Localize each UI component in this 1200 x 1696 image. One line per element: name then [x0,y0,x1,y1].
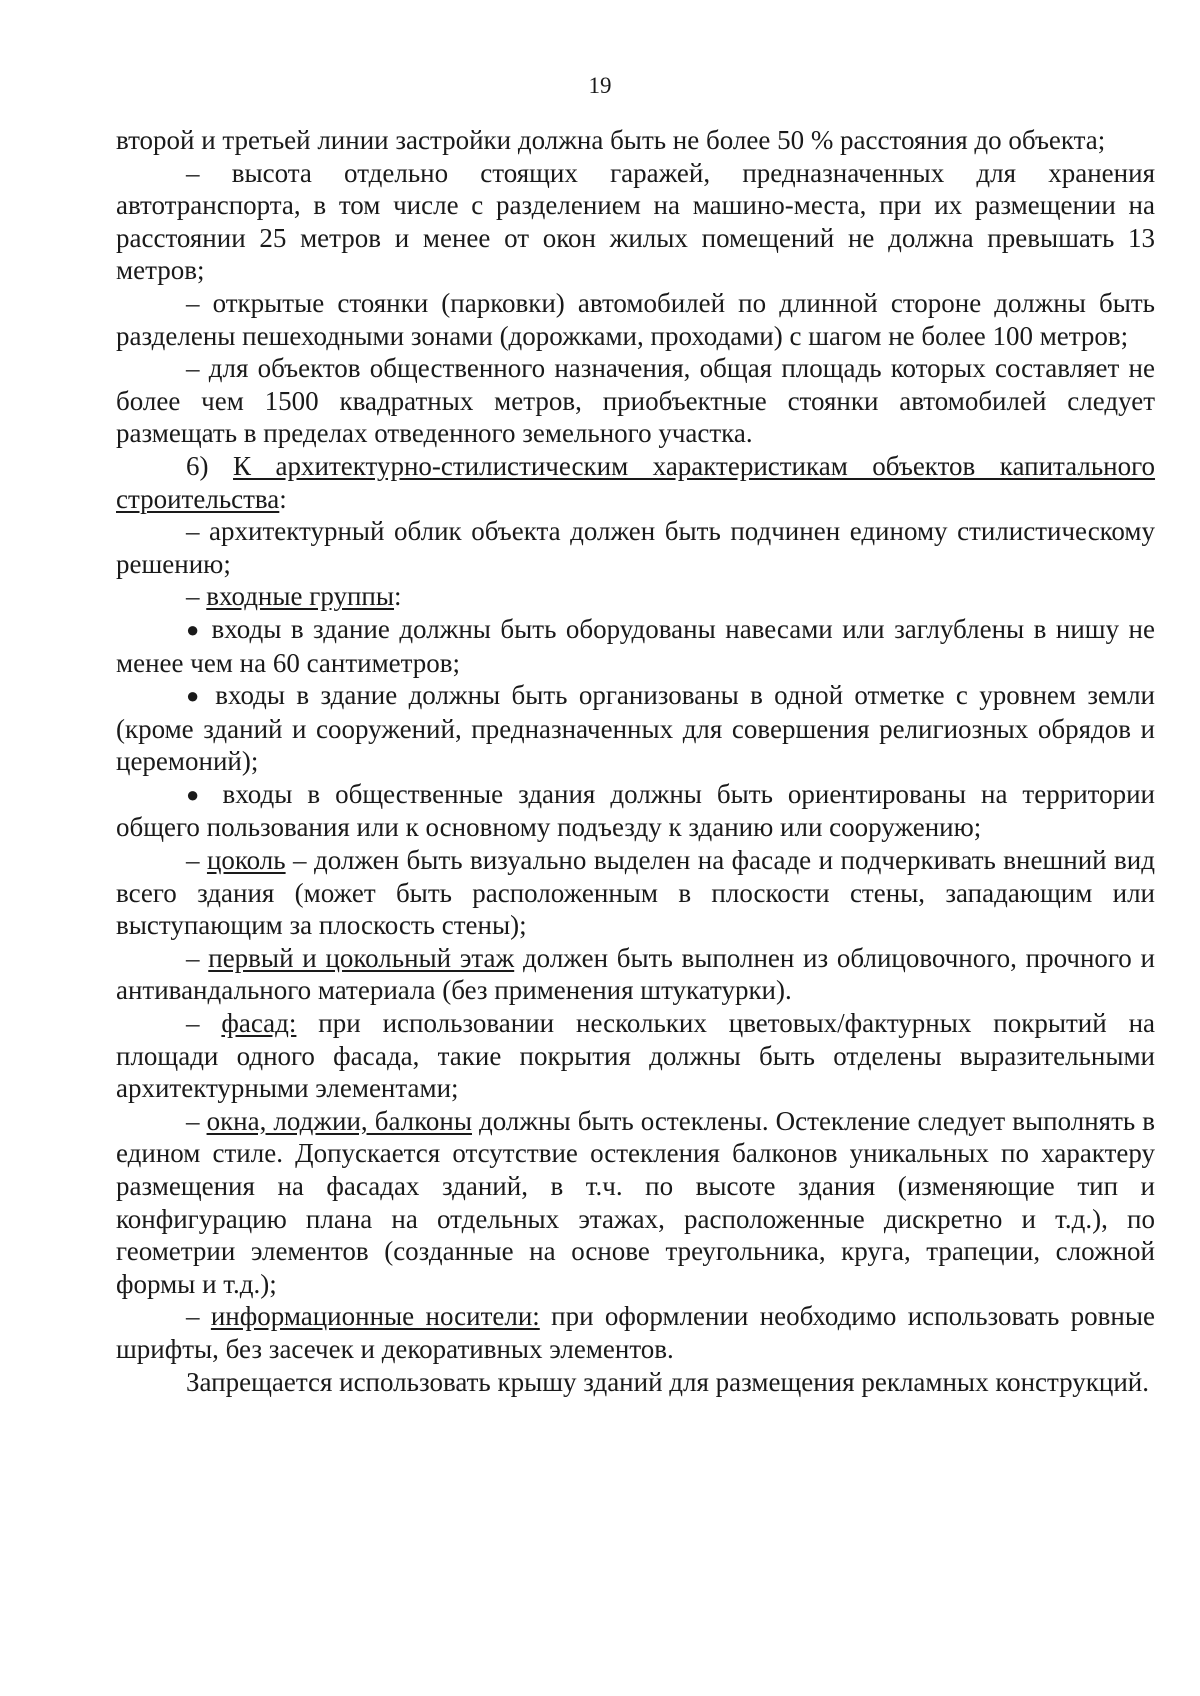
section-number: 6) [186,450,234,481]
term-suffix: : [394,581,402,612]
term-description: при использовании нескольких цветовых/фактурных покрытий на площади одного фасада, такие покрытия должны быть отделены выразительными архитектурными элементами; [116,1008,1155,1104]
list-item-entrance-ground-level [116,679,1155,778]
paragraph-first-floor [116,942,1155,1007]
paragraph-information-carriers [116,1300,1155,1365]
paragraph-windows-balconies [116,1105,1155,1301]
bullet-icon: ● [186,781,208,807]
list-item-text: входы в здание должны быть организованы в одной отметке с уровнем земли (кроме зданий и сооружений, предназначенных для совершения религиозных обрядов и церемоний); [116,680,1155,777]
paragraph-facade [116,1007,1155,1105]
term-information-carriers: информационные носители: [210,1301,540,1332]
section-title-colon: : [279,483,287,514]
paragraph-public-parking: – для объектов общественного назначения, общая площадь которых составляет не более чем 1500 квадратных метров, приобъектные стоянки автомобилей следует размещать в пределах отведенного земельного участка. [116,353,1155,449]
bullet-icon: ● [186,683,204,709]
paragraph-garage-height: – высота отдельно стоящих гаражей, предназначенных для хранения автотранспорта, в том числе с разделением на машино-места, при их размещении на расстоянии 25 метров и менее от окон жилых помещений не должна превышать 13 метров; [116,157,1155,286]
dash-prefix: – [186,1301,211,1332]
dash-prefix: – [186,845,207,876]
term-description: должен быть выполнен из облицовочного, прочного и антивандального материала (без применения штукатурки). [116,942,1155,1006]
list-item-entrance-canopy [116,613,1155,679]
paragraph-open-parking: – открытые стоянки (парковки) автомобилей по длинной стороне должны быть разделены пешеходными зонами (дорожками, проходами) с шагом не более 100 метров; [116,287,1155,351]
paragraph-plinth [116,844,1155,942]
term-first-floor: первый и цокольный этаж [208,942,515,973]
paragraph-entrance-groups [116,580,1155,613]
term-description: – должен быть визуально выделен на фасаде и подчеркивать внешний вид всего здания (может быть расположенным в плоскости стены, западающим или выступающим за плоскость стены); [116,845,1155,941]
paragraph-architectural-appearance: – архитектурный облик объекта должен быть подчинен единому стилистическому решению; [116,516,1155,579]
term-description: должны быть остеклены. Остекление следует выполнять в едином стиле. Допускается отсутствие остекления балконов уникальных по характеру размещения на фасадах зданий, в т.ч. по высоте здания (изменяющие тип и конфигурацию плана на отдельных этажах, расположенные дискретно и т.д.), по геометрии элементов (созданные на основе треугольника, круга, трапеции, сложной формы и т.д.); [116,1105,1155,1299]
dash-prefix: – [186,1008,222,1039]
term-entrance-groups: входные группы [206,581,395,612]
term-windows-balconies: окна, лоджии, балконы [206,1105,472,1136]
list-item-entrance-orientation [116,778,1155,844]
paragraph-section-6-heading [116,450,1155,515]
term-plinth: цоколь [206,845,286,876]
list-item-text: входы в здание должны быть оборудованы навесами или заглублены в нишу не менее чем на 60 сантиметров; [116,613,1155,678]
term-facade: фасад: [221,1008,297,1039]
dash-prefix: – [186,1105,207,1136]
term-description: при оформлении необходимо использовать ровные шрифты, без засечек и декоративных элементов. [116,1301,1155,1364]
bullet-icon: ● [186,616,203,642]
dash-prefix: – [186,581,207,612]
document-body [116,124,1155,1398]
section-title: К архитектурно-стилистическим характеристикам объектов капитального строительства [116,450,1156,514]
list-item-text: входы в общественные здания должны быть ориентированы на территории общего пользования или к основному подъезду к зданию или сооружению; [116,778,1156,843]
page-number: 19 [588,73,612,98]
paragraph-distance-rule: второй и третьей линии застройки должна быть не более 50 % расстояния до объекта; [116,125,1106,155]
dash-prefix: – [186,942,209,973]
paragraph-roof-advertising-ban: Запрещается использовать крышу зданий для размещения рекламных конструкций. [186,1366,1149,1397]
